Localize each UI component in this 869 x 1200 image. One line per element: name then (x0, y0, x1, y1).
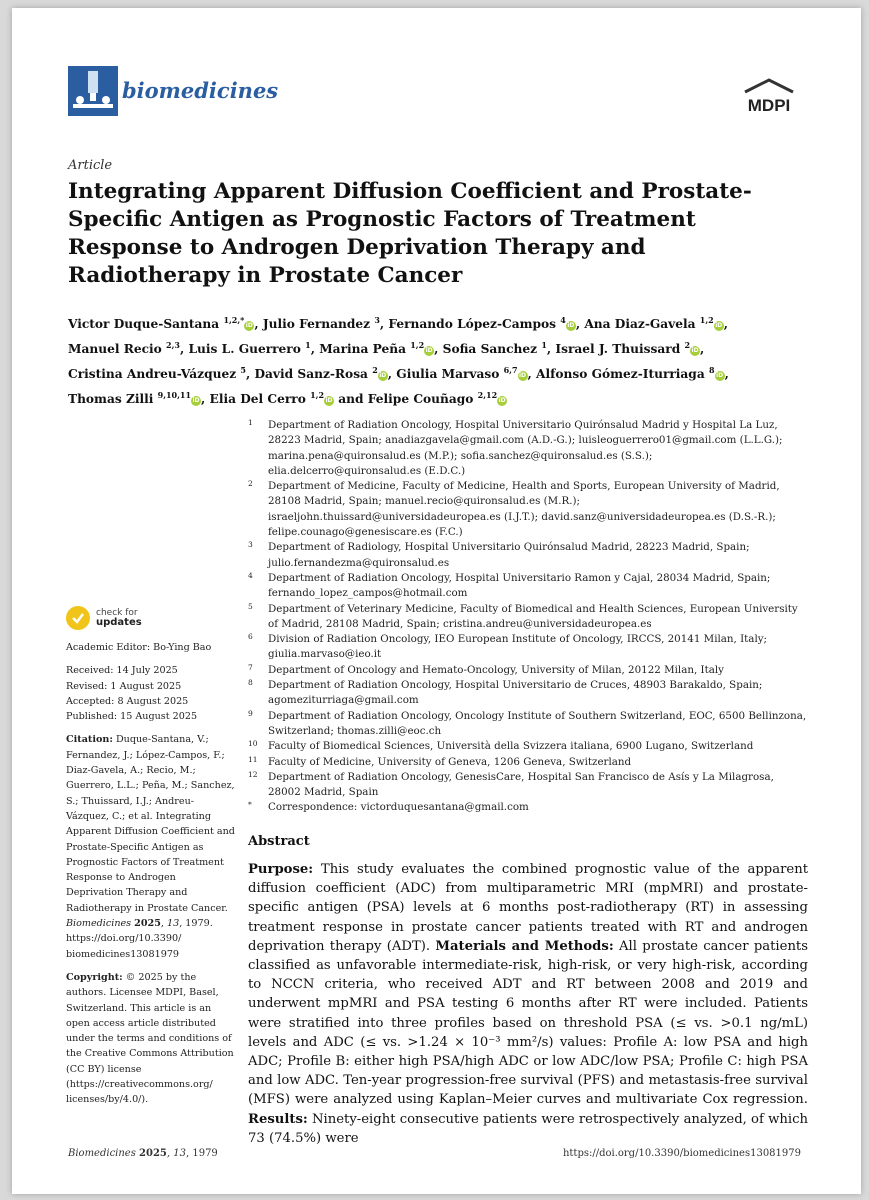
check-updates-icon (66, 606, 90, 630)
author-name: Ana Diaz-Gavela (584, 317, 700, 332)
author-affiliation-marker: 1,2 (410, 340, 425, 351)
citation-label: Citation: (66, 734, 113, 746)
author-name: Israel J. Thuissard (555, 342, 685, 357)
author-line: Thomas Zilli $^{9,10,11}$iD, Elia Del Cerro $^{1,2}$iD and Felipe Couñago $^{2,12}$iD (68, 390, 506, 407)
affiliation-number: 10 (248, 739, 258, 749)
article-type: Article (68, 158, 113, 173)
affiliation-item (248, 770, 808, 801)
author-affiliation-marker: 9,10,11 (157, 390, 192, 401)
affiliation-item (248, 755, 808, 770)
results-text: Ninety-eight consecutive patients were retrospectively analyzed, of which 73 (74.5%) were (248, 1111, 808, 1146)
author-affiliation-marker: 1 (305, 340, 311, 351)
check-for-updates[interactable] (66, 606, 236, 630)
affiliation-number: 12 (248, 769, 258, 779)
footer-doi-link[interactable]: https://doi.org/10.3390/biomedicines13081979 (562, 1148, 801, 1159)
article-page (12, 8, 861, 1194)
footer-citation: Biomedicines 2025, 13, 1979 (68, 1148, 218, 1159)
author-name: Thomas Zilli (68, 392, 158, 407)
journal-name[interactable]: biomedicines (122, 78, 279, 103)
affiliation-number: 11 (248, 754, 258, 764)
mdpi-logo[interactable] (737, 78, 801, 118)
affiliation-text: Department of Radiation Oncology, Hospital Universitario Ramon y Cajal, 28034 Madrid, Spain; fernando_lopez_campos@hotmail.com (268, 571, 771, 600)
footer-year: 2025 (139, 1148, 167, 1159)
author-affiliation-marker: 1,2,* (223, 315, 245, 325)
author-affiliation-marker: 3 (374, 315, 380, 325)
author-affiliation-marker: 8 (708, 365, 715, 376)
affiliation-text: Faculty of Biomedical Sciences, Università della Svizzera italiana, 6900 Lugano, Switzerland (268, 740, 754, 753)
affiliation-text: Faculty of Medicine, University of Geneva, 1206 Geneva, Switzerland (268, 755, 632, 768)
affiliation-text: Department of Veterinary Medicine, Faculty of Biomedical and Health Sciences, European University of Madrid, 28108 Madrid, Spain; cristina.andreu@universidadeuropea.es (268, 602, 798, 630)
author-line: Manuel Recio $^{2,3}$, Luis L. Guerrero $^1$, Marina Peña $^{1,2}$iD, Sofia Sanchez $^1$, Israel J. Thuissard $^2$iD, (68, 340, 705, 357)
citation-vol: 13 (166, 918, 180, 930)
author-name: Manuel Recio (68, 342, 167, 357)
author-name: Marina Peña (319, 342, 411, 357)
author-name: Elia Del Cerro (209, 392, 311, 407)
affiliation-text: Division of Radiation Oncology, IEO European Institute of Oncology, IRCCS, 20141 Milan, Italy; giulia.marvaso@ieo.it (268, 633, 768, 661)
orcid-icon[interactable]: iD (325, 397, 333, 405)
author-affiliation-marker: 2 (684, 340, 691, 351)
check-updates-line1: check for (96, 608, 138, 618)
orcid-icon[interactable]: iD (192, 397, 200, 405)
author-name: Victor Duque-Santana (68, 317, 224, 332)
citation-year: 2025 (134, 918, 161, 930)
copyright-text: © 2025 by the authors. Licensee MDPI, Basel, Switzerland. This article is an open access article distributed under the terms and conditions of the Creative Commons Attribution (CC BY) license (https://creativecommons.org/ licenses/by/4.0/). (66, 971, 234, 1106)
orcid-icon[interactable]: iD (716, 372, 724, 380)
affiliation-text: Department of Radiation Oncology, GenesisCare, Hospital San Francisco de Asís y La Milagrosa, 28002 Madrid, Spain (268, 770, 774, 799)
methods-label: Materials and Methods: (435, 938, 614, 954)
affiliation-item (248, 540, 808, 571)
affiliation-number: 4 (248, 570, 253, 580)
affiliation-number: 8 (248, 678, 253, 688)
citation-journal: Biomedicines (66, 918, 132, 930)
abstract-heading: Abstract (248, 834, 310, 849)
author-name: Giulia Marvaso (396, 367, 504, 382)
author-list (68, 310, 808, 410)
author-name: David Sanz-Rosa (254, 367, 373, 382)
orcid-icon[interactable]: iD (498, 397, 506, 405)
orcid-icon[interactable]: iD (519, 372, 527, 380)
affiliation-item (248, 418, 808, 479)
affiliation-number: 1 (248, 418, 253, 427)
affiliation-number: 3 (248, 540, 253, 550)
footer-article-number: , 1979 (185, 1148, 218, 1159)
received-date: Received: 14 July 2025 (66, 665, 178, 677)
affiliation-number: 6 (248, 632, 253, 642)
author-affiliation-marker: 1 (541, 340, 547, 351)
orcid-icon[interactable]: iD (425, 347, 433, 355)
affiliation-item (248, 571, 808, 602)
affiliation-number: 7 (248, 662, 253, 672)
affiliation-number: 5 (248, 601, 253, 611)
author-name: Sofia Sanchez (442, 342, 542, 357)
purpose-label: Purpose: (248, 862, 314, 877)
author-line: Victor Duque-Santana $^{1,2,*}$iD, Julio Fernandez $^3$, Fernando López-Campos $^4$iD, Ana Diaz-Gavela $^{1,2}$iD, (68, 315, 728, 332)
page-title: Integrating Apparent Diffusion Coefficient and Prostate-Specific Antigen as Prognostic Factors of Treatment Response to Androgen Deprivation Therapy and Radiotherapy in Prostate Cancer (68, 179, 752, 288)
affiliation-text: Correspondence: victorduquesantana@gmail.com (268, 801, 529, 814)
copyright-block (66, 970, 236, 1108)
author-affiliation-marker: 5 (240, 365, 246, 376)
orcid-icon[interactable]: iD (567, 322, 575, 330)
purpose-text: This study evaluates the combined prognostic value of the apparent diffusion coefficient (ADC) from multiparametric MRI (mpMRI) and prostate-specific antigen (PSA) levels at 6 months post-radiotherapy (RT) in assessing treatment response in prostate cancer patients treated with RT and androgen deprivation therapy (ADT). (248, 862, 808, 954)
author-affiliation-marker: 4 (560, 315, 566, 325)
author-affiliation-marker: 2 (372, 365, 378, 376)
orcid-icon[interactable]: iD (245, 322, 253, 330)
author-name: Cristina Andreu-Vázquez (68, 367, 241, 382)
check-updates-line2: updates (96, 617, 142, 628)
orcid-icon[interactable]: iD (691, 347, 699, 355)
svg-text:MDPI: MDPI (747, 96, 791, 115)
footer-vol: 13 (173, 1148, 186, 1159)
affiliation-text: Department of Radiation Oncology, Hospital Universitario de Cruces, 48903 Barakaldo, Spain; agomeziturriaga@gmail.com (268, 679, 763, 707)
academic-editor: Academic Editor: Bo-Ying Bao (66, 642, 212, 653)
affiliation-number: 2 (248, 479, 253, 489)
affiliation-text: Department of Radiation Oncology, Oncology Institute of Southern Switzerland, EOC, 6500 Bellinzona, Switzerland; thomas.zilli@eoc.ch (268, 709, 807, 737)
author-affiliation-marker: 1,2 (310, 390, 325, 401)
affiliation-text: Department of Radiology, Hospital Universitario Quirónsalud Madrid, 28223 Madrid, Spain; julio.fernandezma@quironsalud.es (268, 541, 750, 569)
orcid-icon[interactable]: iD (715, 322, 723, 330)
article-sidebar (66, 606, 236, 1108)
author-name: Julio Fernandez (262, 317, 375, 332)
copyright-label: Copyright: (66, 971, 123, 983)
citation-text: Duque-Santana, V.; Fernandez, J.; López-Campos, F.; Diaz-Gavela, A.; Recio, M.; Guerrero, L.L.; Peña, M.; Sanchez, S.; Thuissard, I.J.; Andreu-Vázquez, C.; et al. Integrating Apparent Diffusion Coefficient and Prostate-Specific Antigen as Prognostic Factors of Treatment Response to Androgen Deprivation Therapy and Radiotherapy in Prostate Cancer. (66, 734, 235, 914)
author-affiliation-marker: 1,2 (699, 315, 714, 325)
affiliation-item (248, 479, 808, 540)
affiliation-text: Department of Radiation Oncology, Hospital Universitario Quirónsalud Madrid y Hospital La Luz, 28223 Madrid, Spain; anadiazgavela@gmail.com (A.D.-G.); luisleoguerrero01@gmail.com (L.L.G.); marina.pena@quironsalud.es (M.P.); sofia.sanchez@quironsalud.es (S.S.); elia.delcerro@quironsalud.es (E.D.C.) (268, 419, 783, 477)
affiliation-number: 9 (248, 708, 253, 718)
author-affiliation-marker: 2,12 (477, 390, 498, 401)
affiliation-text: Department of Medicine, Faculty of Medicine, Health and Sports, European University of Madrid, 28108 Madrid, Spain; manuel.recio@quironsalud.es (M.R.); israeljohn.thuissard@universidadeuropea.es (I.J.T.); david.sanz@universidadeuropea.es (D.S.-R.); felipe.counago@genesiscare.es (F.C.) (268, 480, 780, 539)
affiliation-item (248, 663, 808, 678)
author-name: Fernando López-Campos (388, 317, 561, 332)
author-and: and (338, 392, 368, 407)
affiliation-item (248, 800, 808, 815)
published-date: Published: 15 August 2025 (66, 711, 198, 723)
affiliation-item (248, 739, 808, 754)
citation-doi[interactable]: , 1979. https://doi.org/10.3390/ biomedicines13081979 (66, 918, 213, 960)
affiliation-item (248, 709, 808, 740)
journal-logo-icon (68, 66, 118, 116)
revised-date: Revised: 1 August 2025 (66, 680, 182, 692)
author-name: Luis L. Guerrero (188, 342, 306, 357)
affiliation-list (248, 418, 808, 816)
author-affiliation-marker: 2,3 (166, 340, 180, 351)
orcid-icon[interactable]: iD (379, 372, 387, 380)
affiliation-item (248, 632, 808, 663)
methods-text: All prostate cancer patients classified as unfavorable intermediate-risk, high-risk, or very high-risk, according to NCCN criteria, who received ADT and RT between 2008 and 2019 and underwent mpMRI and PSA testing 6 months after RT were included. Patients were stratified into three profiles based on threshold PSA (≤ vs. >0.1 ng/mL) levels and ADC (≤ vs. >1.24 × 10⁻³ mm²/s) values: Profile A: low PSA and high ADC; Profile B: either high PSA/high ADC or low ADC/low PSA; Profile C: high PSA and low ADC. Ten-year progression-free survival (PFS) and metastasis-free survival (MFS) were analyzed using Kaplan–Meier curves and multivariate Cox regression. (248, 938, 809, 1108)
affiliation-item (248, 678, 808, 709)
results-label: Results: (248, 1111, 308, 1127)
affiliation-number: * (248, 800, 252, 810)
footer-journal: Biomedicines (68, 1148, 136, 1159)
author-line: Cristina Andreu-Vázquez $^5$, David Sanz-Rosa $^2$iD, Giulia Marvaso $^{6,7}$iD, Alfonso Gómez-Iturriaga $^8$iD, (68, 365, 729, 382)
author-affiliation-marker: 6,7 (503, 365, 518, 376)
author-name: Alfonso Gómez-Iturriaga (536, 367, 709, 382)
citation-block: Citation: Duque-Santana, V.; Fernandez, J.; López-Campos, F.; Diaz-Gavela, A.; Recio, M.; Guerrero, L.L.; Peña, M.; Sanchez, S.; Thuissard, I.J.; Andreu-Vázquez, C.; et al. Integrating Apparent Diffusion Coefficient and Prostate-Specific Antigen as Prognostic Factors of Treatment Response to Androgen Deprivation Therapy and Radiotherapy in Prostate Cancer. Biomedicines 2025, 13, 1979. https://doi.org/10.3390/ biomedicines13081979 (66, 734, 235, 960)
author-name: Felipe Couñago (367, 392, 478, 407)
affiliation-item (248, 602, 808, 633)
abstract-body (248, 860, 808, 1148)
affiliation-text: Department of Oncology and Hemato-Oncology, University of Milan, 20122 Milan, Italy (268, 663, 724, 676)
accepted-date: Accepted: 8 August 2025 (66, 695, 189, 707)
